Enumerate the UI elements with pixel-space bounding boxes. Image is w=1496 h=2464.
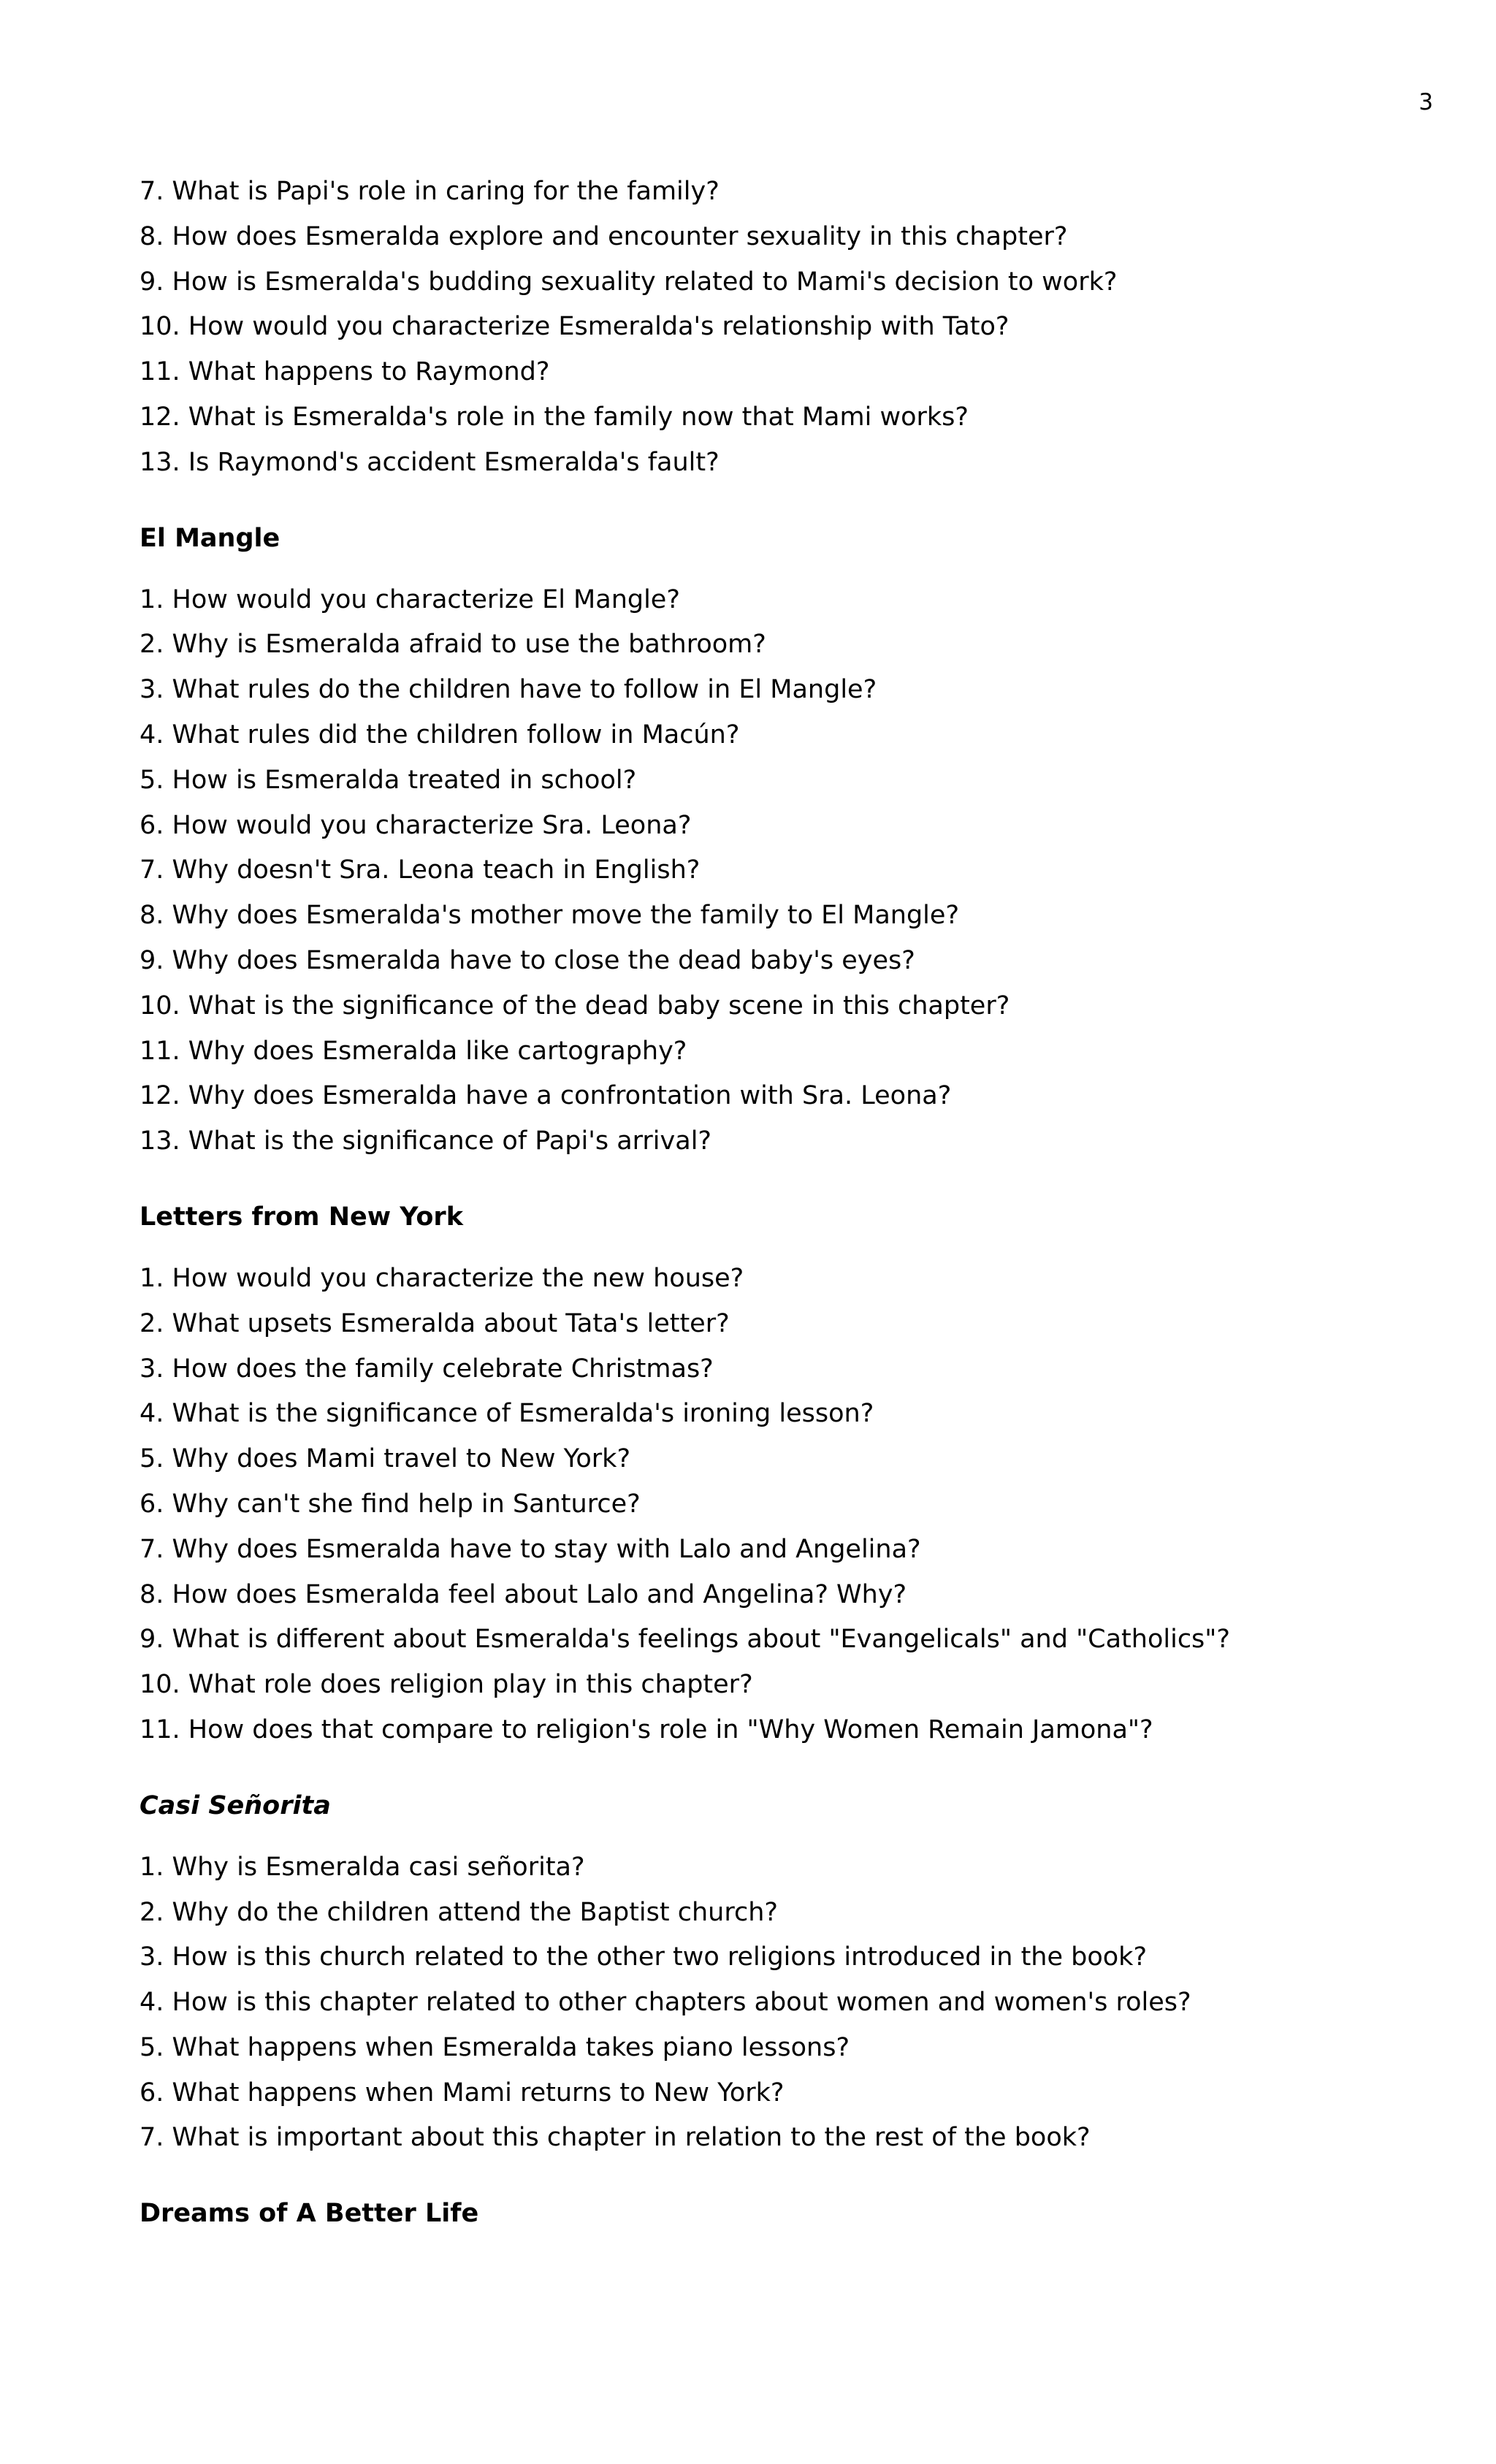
question-item: 7. What is Papi's role in caring for the family? [140,177,720,206]
question-item: 1. How would you characterize El Mangle? [140,584,680,614]
question-item: 4. What rules did the children follow in Macún? [140,720,740,750]
section-el-mangle [140,519,1425,1164]
section-letters-from-new-york [140,1198,1425,1753]
question-item: 12. Why does Esmeralda have a confrontation with Sra. Leona? [140,1081,952,1111]
question-item: 3. How does the family celebrate Christmas? [140,1354,714,1384]
question-item: 12. What is Esmeralda's role in the family now that Mami works? [140,402,969,432]
question-list [140,578,1425,1164]
question-item: 11. Why does Esmeralda like cartography? [140,1036,687,1066]
question-item: 13. What is the significance of Papi's arrival? [140,1126,711,1156]
section-casi-senorita [140,1787,1425,2162]
section-heading: Casi Señorita [140,1790,331,1820]
question-item: 9. Why does Esmeralda have to close the dead baby's eyes? [140,945,915,975]
question-item: 9. What is different about Esmeralda's feelings about "Evangelicals" and "Catholics"? [140,1625,1230,1655]
section-heading: Dreams of A Better Life [140,2199,479,2229]
question-item: 10. How would you characterize Esmeralda's relationship with Tato? [140,312,1010,342]
question-item: 6. What happens when Mami returns to New York? [140,2078,785,2108]
question-item: 6. How would you characterize Sra. Leona? [140,810,692,840]
question-item: 8. How does Esmeralda explore and encounter sexuality in this chapter? [140,221,1068,251]
question-item: 11. How does that compare to religion's role in "Why Women Remain Jamona"? [140,1714,1153,1744]
question-item: 2. What upsets Esmeralda about Tata's letter? [140,1308,730,1338]
section-continued-questions [140,169,1425,486]
question-item: 1. How would you characterize the new house? [140,1263,744,1293]
section-dreams-of-a-better-life [140,2194,1425,2232]
question-item: 7. Why does Esmeralda have to stay with Lalo and Angelina? [140,1534,921,1564]
question-item: 3. What rules do the children have to follow in El Mangle? [140,675,877,705]
question-item: 7. Why doesn't Sra. Leona teach in English? [140,855,701,885]
section-heading: El Mangle [140,523,280,553]
question-item: 4. What is the significance of Esmeralda's ironing lesson? [140,1399,874,1429]
question-item: 10. What role does religion play in this chapter? [140,1670,753,1700]
question-item: 9. How is Esmeralda's budding sexuality related to Mami's decision to work? [140,267,1118,297]
question-item: 8. Why does Esmeralda's mother move the family to El Mangle? [140,901,960,931]
section-heading: Letters from New York [140,1202,463,1232]
question-item: 10. What is the significance of the dead baby scene in this chapter? [140,991,1010,1021]
question-item: 5. What happens when Esmeralda takes piano lessons? [140,2032,850,2062]
question-list [140,1845,1425,2162]
page-number: 3 [1419,89,1433,115]
question-item: 7. What is important about this chapter in relation to the rest of the book? [140,2123,1091,2153]
question-item: 2. Why do the children attend the Baptist church? [140,1897,778,1927]
question-item: 4. How is this chapter related to other chapters about women and women's roles? [140,1988,1191,2018]
question-item: 5. Why does Mami travel to New York? [140,1444,631,1474]
question-item: 2. Why is Esmeralda afraid to use the bathroom? [140,630,766,660]
document-body [140,169,1425,2253]
question-item: 3. How is this church related to the other two religions introduced in the book? [140,1942,1148,1972]
question-item: 13. Is Raymond's accident Esmeralda's fault? [140,447,720,477]
question-item: 5. How is Esmeralda treated in school? [140,765,637,795]
question-item: 1. Why is Esmeralda casi señorita? [140,1852,585,1882]
question-item: 11. What happens to Raymond? [140,357,550,387]
question-item: 8. How does Esmeralda feel about Lalo and Angelina? Why? [140,1579,907,1609]
question-list [140,1256,1425,1753]
question-item: 6. Why can't she find help in Santurce? [140,1489,641,1519]
question-list [140,169,1425,486]
